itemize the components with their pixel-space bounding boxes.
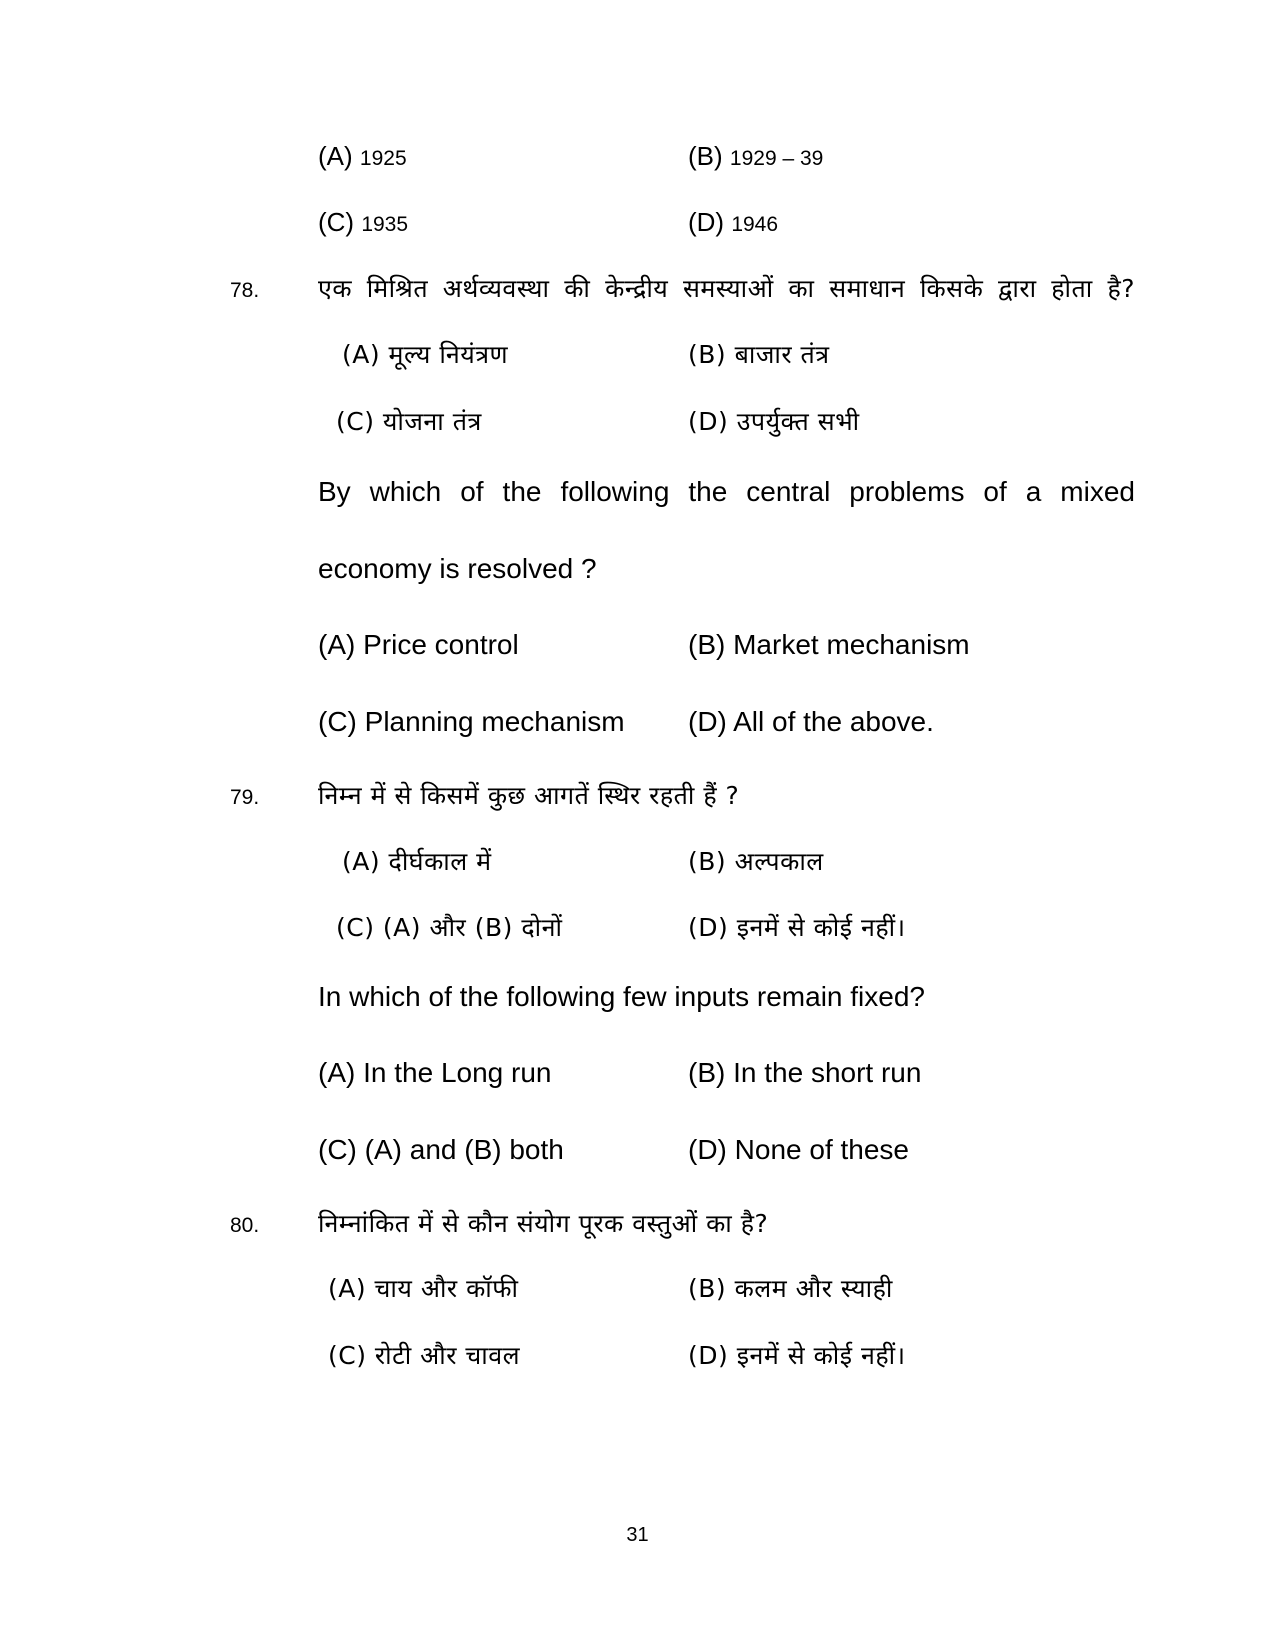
q78-english-option-d: (D) All of the above. <box>688 706 934 737</box>
q79-english-option-a: (A) In the Long run <box>318 1057 552 1088</box>
q79-english-option-d: (D) None of these <box>688 1134 909 1165</box>
q78-english-option-a: (A) Price control <box>318 629 519 660</box>
q80-hindi-question: निम्नांकित में से कौन संयोग पूरक वस्तुओं का है? <box>318 1209 769 1238</box>
q77-option-d: (D) 1946 <box>688 207 779 237</box>
q78-hindi-question: एक मिश्रित अर्थव्यवस्था की केन्द्रीय समस्याओं का समाधान किसके द्वारा होता है? <box>318 274 1135 303</box>
q79-hindi-option-c: (C) (A) और (B) दोनों <box>336 913 563 942</box>
q78-english-option-c: (C) Planning mechanism <box>318 706 625 737</box>
q77-option-c: (C) 1935 <box>318 207 409 237</box>
q79-hindi-option-b: (B) अल्पकाल <box>688 847 824 876</box>
q80-hindi-option-d: (D) इनमें से कोई नहीं। <box>688 1341 906 1370</box>
q78-english-question-line2: economy is resolved ? <box>318 553 597 584</box>
q78-english-option-b: (B) Market mechanism <box>688 629 970 660</box>
q79-english-option-c: (C) (A) and (B) both <box>318 1134 564 1165</box>
q78-english-question-line1: By which of the following the central problems of a mixed <box>318 476 1135 507</box>
q79-english-question: In which of the following few inputs remain fixed? <box>318 981 925 1012</box>
q78-hindi-option-d: (D) उपर्युक्त सभी <box>688 407 860 436</box>
q79-hindi-option-d: (D) इनमें से कोई नहीं। <box>688 913 906 942</box>
q80-number: 80. <box>230 1214 260 1237</box>
q77-option-a: (A) 1925 <box>318 141 407 171</box>
q78-number: 78. <box>230 279 260 302</box>
q78-hindi-option-b: (B) बाजार तंत्र <box>688 340 830 369</box>
q80-hindi-option-c: (C) रोटी और चावल <box>328 1341 521 1370</box>
q79-hindi-option-a: (A) दीर्घकाल में <box>342 847 492 876</box>
q79-english-option-b: (B) In the short run <box>688 1057 922 1088</box>
q79-number: 79. <box>230 786 260 809</box>
q78-hindi-option-c: (C) योजना तंत्र <box>336 407 482 436</box>
q78-hindi-option-a: (A) मूल्य नियंत्रण <box>342 340 509 369</box>
page-number: 31 <box>626 1524 649 1546</box>
q80-hindi-option-b: (B) कलम और स्याही <box>688 1274 893 1303</box>
q80-hindi-option-a: (A) चाय और कॉफी <box>328 1274 519 1303</box>
q77-option-b: (B) 1929 – 39 <box>688 141 824 171</box>
q79-hindi-question: निम्न में से किसमें कुछ आगतें स्थिर रहती हैं ? <box>318 781 740 810</box>
